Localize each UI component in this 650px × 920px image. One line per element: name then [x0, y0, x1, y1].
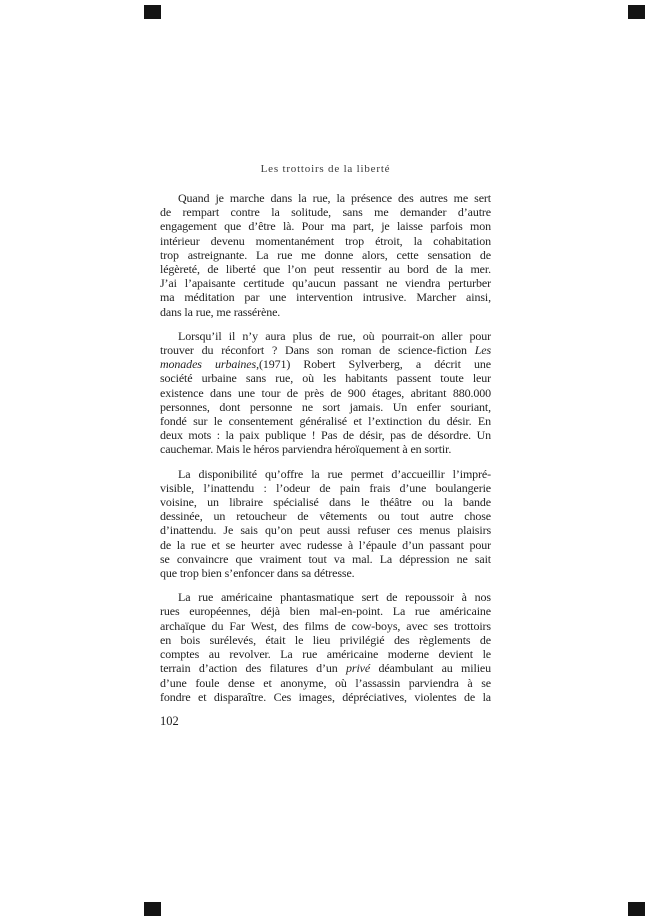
text-line	[160, 566, 491, 580]
text-segment: déambulant au milieu	[370, 661, 491, 676]
text-line	[160, 552, 491, 566]
text-segment: archaïque du Far West, des films de cow-boys, avec ses trottoirs	[160, 618, 491, 633]
text-segment: engagement que d’être là. Pour ma part, je laisse parfois mon	[160, 219, 491, 234]
text-line	[160, 633, 491, 647]
paragraph	[160, 467, 491, 581]
scan-corner-mark-bottom-right	[628, 902, 645, 916]
text-line	[160, 647, 491, 661]
italic-text: privé	[346, 661, 371, 676]
text-segment: Quand je marche dans la rue, la présence des autres me sert	[178, 191, 491, 205]
text-segment: que trop bien s’enfoncer dans sa détresse.	[160, 566, 355, 581]
text-line	[160, 400, 491, 414]
text-line	[160, 523, 491, 537]
text-line	[160, 248, 491, 262]
text-line	[160, 495, 491, 509]
scan-corner-mark-top-right	[628, 5, 645, 19]
text-segment: trouver du réconfort ? Dans son roman de science-fiction	[160, 343, 475, 358]
text-line	[160, 371, 491, 385]
italic-text: Les	[474, 343, 491, 358]
text-line	[160, 676, 491, 690]
text-line	[160, 276, 491, 290]
text-segment: comptes au revolver. La rue américaine moderne devient le	[160, 647, 491, 662]
paragraph	[160, 590, 491, 704]
text-line	[160, 619, 491, 633]
text-segment: intérieur devenu momentanément trop étroit, la cohabitation	[160, 233, 491, 248]
text-segment: société urbaine sans rue, où les habitants passent toute leur	[160, 371, 491, 386]
text-segment: en bois surélevés, était le lieu privilégié des règlements de	[160, 632, 491, 647]
text-segment: légèreté, de liberté que l’on peut ressentir au bord de la mer.	[160, 262, 491, 277]
text-line	[160, 305, 491, 319]
text-segment: voisine, un libraire spécialisé dans le théâtre ou la bande	[160, 495, 491, 510]
text-line	[160, 481, 491, 495]
text-segment: de rempart contre la solitude, sans me demander d’autre	[160, 205, 491, 220]
text-segment: dans la rue, me rassérène.	[160, 304, 281, 319]
text-line	[160, 219, 491, 233]
text-line	[160, 414, 491, 428]
text-segment: trop astreignante. La rue me donne alors, cette sensation de	[160, 247, 491, 262]
text-segment: cauchemar. Mais le héros parviendra héroïquement à en sortir.	[160, 442, 452, 457]
text-segment: visible, l’inattendu : l’odeur de pain frais d’une boulangerie	[160, 480, 491, 495]
text-segment: J’ai l’apaisante certitude qu’aucun passant ne viendra perturber	[160, 276, 491, 291]
text-line	[160, 690, 491, 704]
page-number: 102	[160, 714, 179, 728]
text-segment: La rue américaine phantasmatique sert de repoussoir à nos	[178, 590, 491, 605]
text-line	[160, 357, 491, 371]
text-segment: dessinée, un retoucheur de vêtements ou tout autre chose	[160, 509, 491, 524]
text-segment: fondé sur le consentement généralisé et l’extinction du désir. En	[160, 414, 491, 429]
text-line	[160, 538, 491, 552]
text-line	[160, 467, 491, 481]
text-line	[160, 205, 491, 219]
text-segment: Lorsqu’il il n’y aura plus de rue, où pourrait-on aller pour	[178, 328, 491, 343]
text-segment: existence dans une tour de près de 900 étages, abritant 880.000	[160, 385, 491, 400]
text-segment: fondre et disparaître. Ces images, dépréciatives, violentes de la	[160, 689, 491, 704]
text-line	[160, 343, 491, 357]
text-line	[160, 661, 491, 675]
scan-corner-mark-bottom-left	[144, 902, 161, 916]
text-segment: rues européennes, déjà bien mal-en-point. La rue américaine	[160, 604, 491, 619]
text-segment: ma méditation par une intervention intrusive. Marcher ainsi,	[160, 290, 491, 305]
text-line	[160, 428, 491, 442]
text-line	[160, 191, 491, 205]
text-line	[160, 509, 491, 523]
paragraph	[160, 329, 491, 457]
text-segment: deux mots : la paix publique ! Pas de désir, pas de désordre. Un	[160, 428, 491, 443]
text-block	[160, 191, 491, 704]
text-segment: ,(1971) Robert Sylverberg, a décrit une	[256, 357, 491, 372]
text-line	[160, 262, 491, 276]
text-segment: d’inattendu. Je sais qu’on peut aussi refuser ces menus plaisirs	[160, 523, 491, 538]
text-segment: La disponibilité qu’offre la rue permet d’accueillir l’impré-	[178, 466, 491, 481]
text-segment: terrain d’action des filatures d’un	[160, 661, 347, 676]
text-segment: se convaincre que vraiment tout va mal. La dépression ne sait	[160, 551, 491, 566]
text-segment: personnes, dont personne ne sort jamais. Un enfer souriant,	[160, 399, 491, 414]
paragraph	[160, 191, 491, 319]
text-line	[160, 590, 491, 604]
text-line	[160, 234, 491, 248]
scan-corner-mark-top-left	[144, 5, 161, 19]
text-line	[160, 386, 491, 400]
running-header: Les trottoirs de la liberté	[260, 163, 391, 175]
italic-text: monades urbaines	[160, 357, 257, 372]
text-segment: de la rue et se heurter avec rudesse à l’épaule d’un passant pour	[160, 537, 491, 552]
text-line	[160, 442, 491, 456]
text-segment: d’une foule dense et anonyme, où l’assassin parviendra à se	[160, 675, 491, 690]
text-line	[160, 290, 491, 304]
text-line	[160, 604, 491, 618]
text-line	[160, 329, 491, 343]
